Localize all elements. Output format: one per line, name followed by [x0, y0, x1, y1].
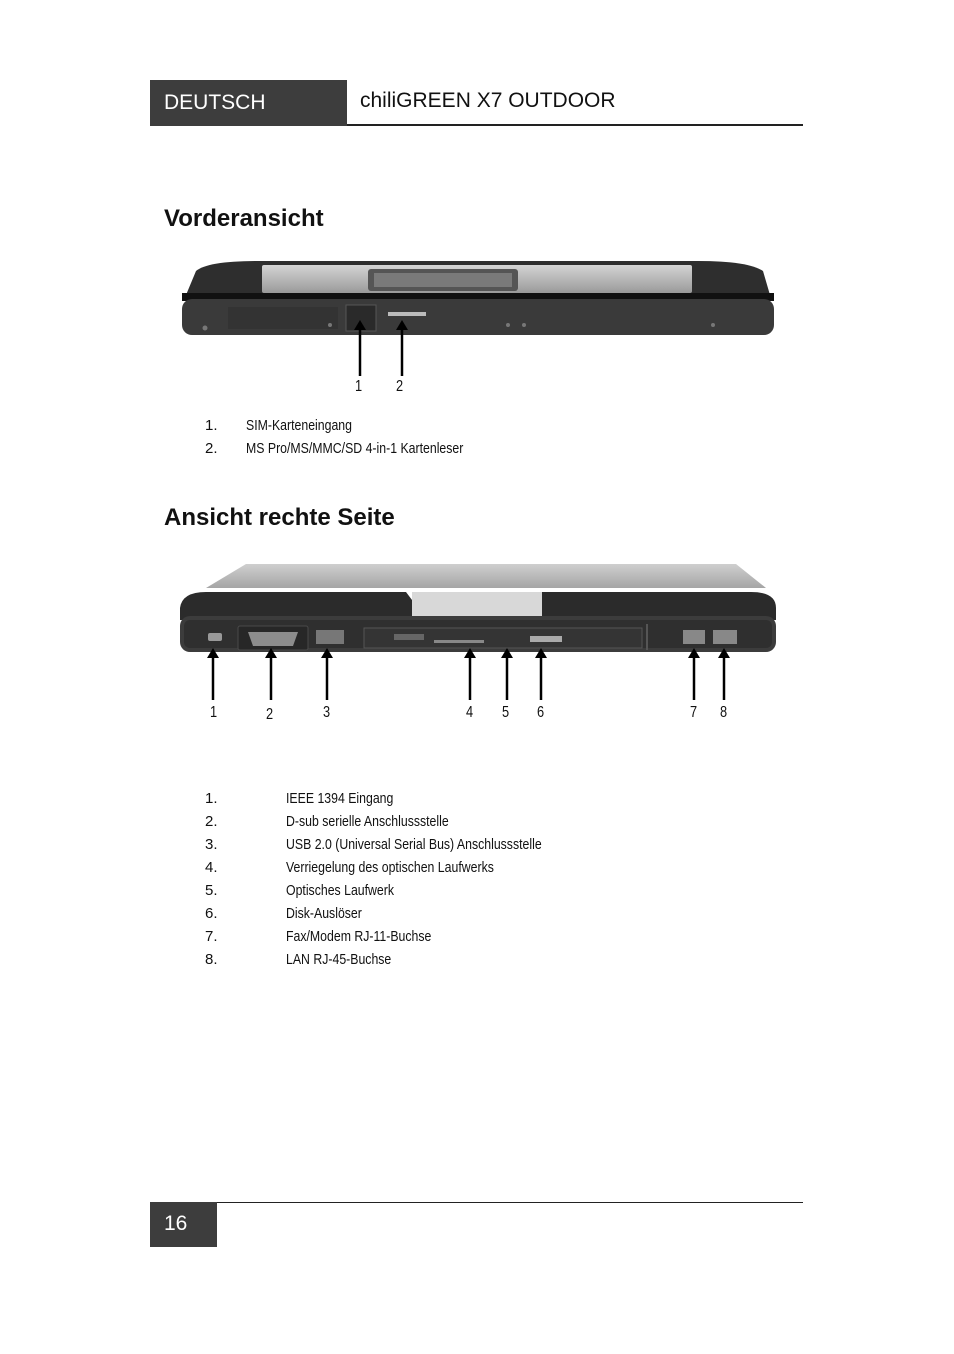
list-item	[205, 414, 705, 437]
footer-rule	[150, 1202, 803, 1203]
list-item	[205, 879, 725, 902]
right-callout-5: 5	[502, 704, 510, 721]
item-text: SIM-Karteneingang	[246, 417, 352, 434]
right-callout-4: 4	[466, 704, 474, 721]
item-number: 1.	[205, 417, 218, 434]
list-item	[205, 833, 725, 856]
item-text: Disk-Auslöser	[286, 905, 362, 922]
item-number: 3.	[205, 836, 218, 853]
header-rule	[347, 124, 803, 126]
right-view-heading: Ansicht rechte Seite	[164, 504, 395, 531]
front-view-photo	[178, 255, 778, 341]
front-view-heading: Vorderansicht	[164, 205, 324, 232]
item-text: Optisches Laufwerk	[286, 882, 395, 899]
item-text: USB 2.0 (Universal Serial Bus) Anschlussstelle	[286, 836, 542, 853]
item-text: MS Pro/MS/MMC/SD 4-in-1 Kartenleser	[246, 440, 464, 457]
right-callout-6: 6	[537, 704, 545, 721]
item-number: 4.	[205, 859, 218, 876]
item-text: D-sub serielle Anschlussstelle	[286, 813, 449, 830]
item-number: 1.	[205, 790, 218, 807]
list-item	[205, 856, 725, 879]
item-text: LAN RJ-45-Buchse	[286, 951, 392, 968]
document-title: chiliGREEN X7 OUTDOOR	[360, 89, 616, 112]
front-callout-2: 2	[396, 378, 404, 395]
item-number: 2.	[205, 813, 218, 830]
item-number: 6.	[205, 905, 218, 922]
item-number: 2.	[205, 440, 218, 457]
item-text: IEEE 1394 Eingang	[286, 790, 394, 807]
item-text: Fax/Modem RJ-11-Buchse	[286, 928, 432, 945]
right-callout-8: 8	[720, 704, 728, 721]
list-item	[205, 810, 725, 833]
list-item	[205, 948, 725, 971]
item-number: 5.	[205, 882, 218, 899]
item-number: 7.	[205, 928, 218, 945]
right-view-legend	[205, 787, 725, 971]
right-callout-7: 7	[690, 704, 698, 721]
language-tab: DEUTSCH	[150, 80, 347, 126]
right-view-arrows	[200, 646, 740, 702]
front-view-legend	[205, 414, 705, 460]
list-item	[205, 925, 725, 948]
right-callout-1: 1	[210, 704, 218, 721]
item-number: 8.	[205, 951, 218, 968]
right-callout-2: 2	[266, 706, 274, 723]
page-number: 16	[150, 1202, 217, 1247]
item-text: Verriegelung des optischen Laufwerks	[286, 859, 494, 876]
right-view-photo	[176, 558, 780, 658]
front-view-arrows	[350, 318, 410, 380]
front-callout-1: 1	[355, 378, 363, 395]
right-callout-3: 3	[323, 704, 331, 721]
list-item	[205, 787, 725, 810]
list-item	[205, 902, 725, 925]
list-item	[205, 437, 705, 460]
